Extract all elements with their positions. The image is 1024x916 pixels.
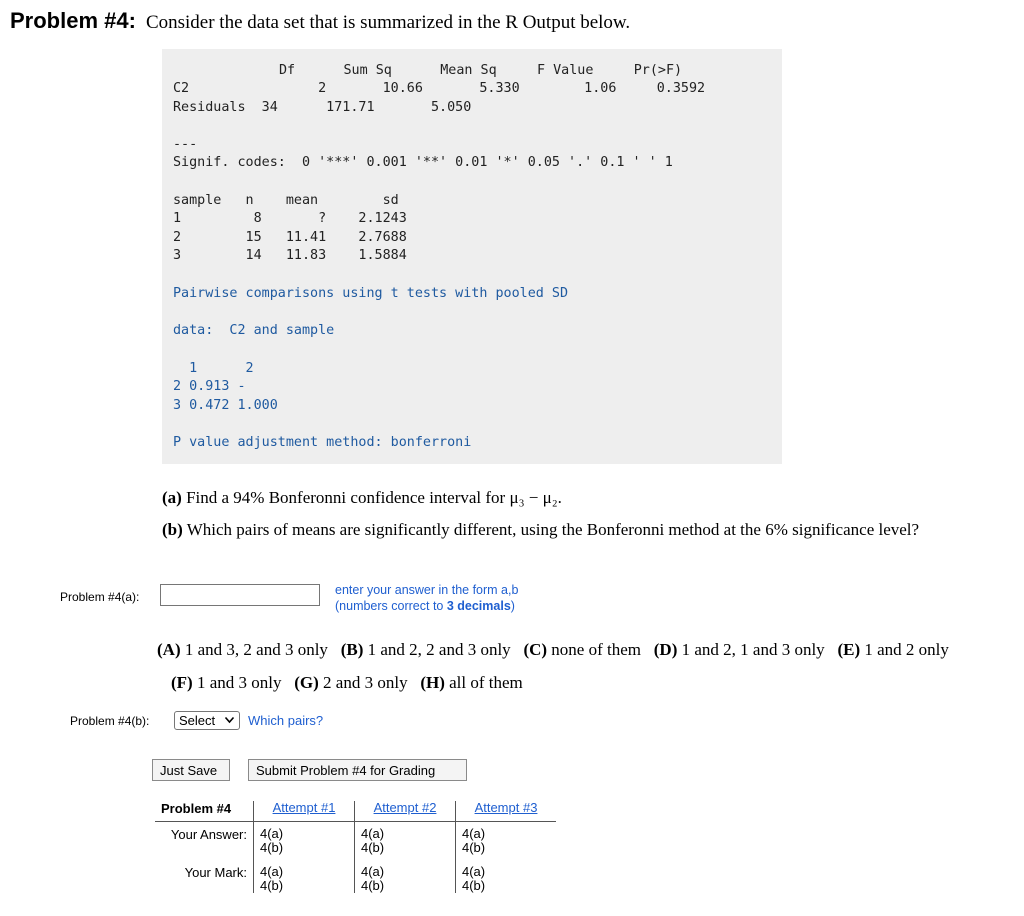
attempt-3-header[interactable] xyxy=(456,801,557,822)
hint-line-1: enter your answer in the form a,b xyxy=(335,583,519,597)
just-save-button[interactable]: Just Save xyxy=(152,759,230,781)
pairs-select[interactable] xyxy=(174,711,240,730)
cell-a: 4(a) xyxy=(260,826,284,841)
attempt-1-mark xyxy=(254,855,355,893)
answer-a-input[interactable] xyxy=(160,584,320,606)
attempt-1-header[interactable] xyxy=(254,801,355,822)
attempt-3-link[interactable]: Attempt #3 xyxy=(474,800,538,815)
option-text: 1 and 2 only xyxy=(864,640,949,659)
your-answer-label: Your Answer: xyxy=(155,822,254,856)
cell-a: 4(a) xyxy=(361,826,385,841)
problem-intro: Consider the data set that is summarized in the R Output below. xyxy=(145,12,631,33)
attempts-corner: Problem #4 xyxy=(155,801,254,822)
signif-codes: Signif. codes: 0 '***' 0.001 '**' 0.01 '*' 0.05 '.' 0.1 ' ' 1 xyxy=(173,155,673,170)
question-a-text: Find a 94% Bonferonni confidence interval for μ₃ − μ₂. xyxy=(186,488,562,507)
question-b-prefix: (b) xyxy=(162,520,183,539)
part-b-label: Problem #4(b): xyxy=(70,714,150,728)
attempt-2-link[interactable]: Attempt #2 xyxy=(373,800,437,815)
attempt-1-link[interactable]: Attempt #1 xyxy=(272,800,336,815)
chevron-down-icon xyxy=(224,712,235,731)
matrix-row: 3 0.472 1.000 xyxy=(173,398,278,413)
attempts-table xyxy=(155,801,556,893)
anova-row: Residuals 34 171.71 5.050 xyxy=(173,100,472,115)
summary-row: 2 15 11.41 2.7688 xyxy=(173,230,407,245)
data-line: data: C2 and sample xyxy=(173,323,335,338)
options-line-2 xyxy=(171,673,523,693)
option-key: (A) xyxy=(157,640,181,659)
cell-b: 4(b) xyxy=(462,878,486,893)
submit-grading-button[interactable]: Submit Problem #4 for Grading xyxy=(248,759,467,781)
answer-a-hint xyxy=(335,582,518,614)
anova-row: C2 2 10.66 5.330 1.06 0.3592 xyxy=(173,81,706,96)
part-a-label: Problem #4(a): xyxy=(60,590,140,604)
cell-b: 4(b) xyxy=(260,878,284,893)
option-text: 2 and 3 only xyxy=(323,673,408,692)
option-text: 1 and 2, 2 and 3 only xyxy=(367,640,511,659)
option-text: 1 and 3, 2 and 3 only xyxy=(184,640,328,659)
matrix-row: 2 0.913 - xyxy=(173,379,246,394)
pairs-select-value: Select xyxy=(179,713,216,728)
cell-a: 4(a) xyxy=(462,826,486,841)
problem-title xyxy=(10,8,630,34)
option-key: (G) xyxy=(294,673,319,692)
hint-bold: 3 decimals xyxy=(446,599,511,613)
question-a xyxy=(162,488,562,508)
cell-b: 4(b) xyxy=(361,878,385,893)
summary-row: 1 8 ? 2.1243 xyxy=(173,211,407,226)
attempt-2-header[interactable] xyxy=(355,801,456,822)
question-b-text: Which pairs of means are significantly different, using the Bonferonni method at the 6% significance level? xyxy=(186,520,920,539)
attempts-header-row xyxy=(155,801,556,822)
attempt-3-mark xyxy=(456,855,557,893)
which-pairs-label: Which pairs? xyxy=(248,713,324,728)
question-a-prefix: (a) xyxy=(162,488,182,507)
cell-b: 4(b) xyxy=(260,840,284,855)
pairwise-title: Pairwise comparisons using t tests with pooled SD xyxy=(173,286,569,301)
problem-number: Problem #4: xyxy=(10,8,136,33)
option-key: (H) xyxy=(420,673,445,692)
option-key: (D) xyxy=(653,640,678,659)
question-b xyxy=(162,520,919,540)
r-output-box xyxy=(162,49,782,464)
option-text: 1 and 3 only xyxy=(196,673,282,692)
option-text: all of them xyxy=(449,673,523,692)
option-text: 1 and 2, 1 and 3 only xyxy=(681,640,825,659)
option-key: (F) xyxy=(171,673,193,692)
your-answer-row xyxy=(155,822,556,856)
hint-post: ) xyxy=(510,599,515,613)
hint-line-2 xyxy=(335,598,518,614)
adjust-method: P value adjustment method: bonferroni xyxy=(173,435,472,450)
signif-dashes: --- xyxy=(173,137,198,152)
options-line-1 xyxy=(157,640,949,660)
attempt-2-answer xyxy=(355,822,456,856)
summary-header: sample n mean sd xyxy=(173,193,399,208)
cell-a: 4(a) xyxy=(361,864,385,879)
option-key: (E) xyxy=(837,640,861,659)
attempt-2-mark xyxy=(355,855,456,893)
cell-b: 4(b) xyxy=(462,840,486,855)
your-mark-label: Your Mark: xyxy=(155,855,254,893)
option-text: none of them xyxy=(551,640,641,659)
hint-pre: (numbers correct to xyxy=(335,599,447,613)
option-key: (C) xyxy=(523,640,548,659)
option-key: (B) xyxy=(340,640,364,659)
summary-row: 3 14 11.83 1.5884 xyxy=(173,248,407,263)
your-mark-row xyxy=(155,855,556,893)
cell-a: 4(a) xyxy=(462,864,486,879)
attempt-1-answer xyxy=(254,822,355,856)
anova-header: Df Sum Sq Mean Sq F Value Pr(>F) xyxy=(279,63,683,78)
matrix-header: 1 2 xyxy=(173,361,254,376)
cell-a: 4(a) xyxy=(260,864,284,879)
cell-b: 4(b) xyxy=(361,840,385,855)
attempt-3-answer xyxy=(456,822,557,856)
